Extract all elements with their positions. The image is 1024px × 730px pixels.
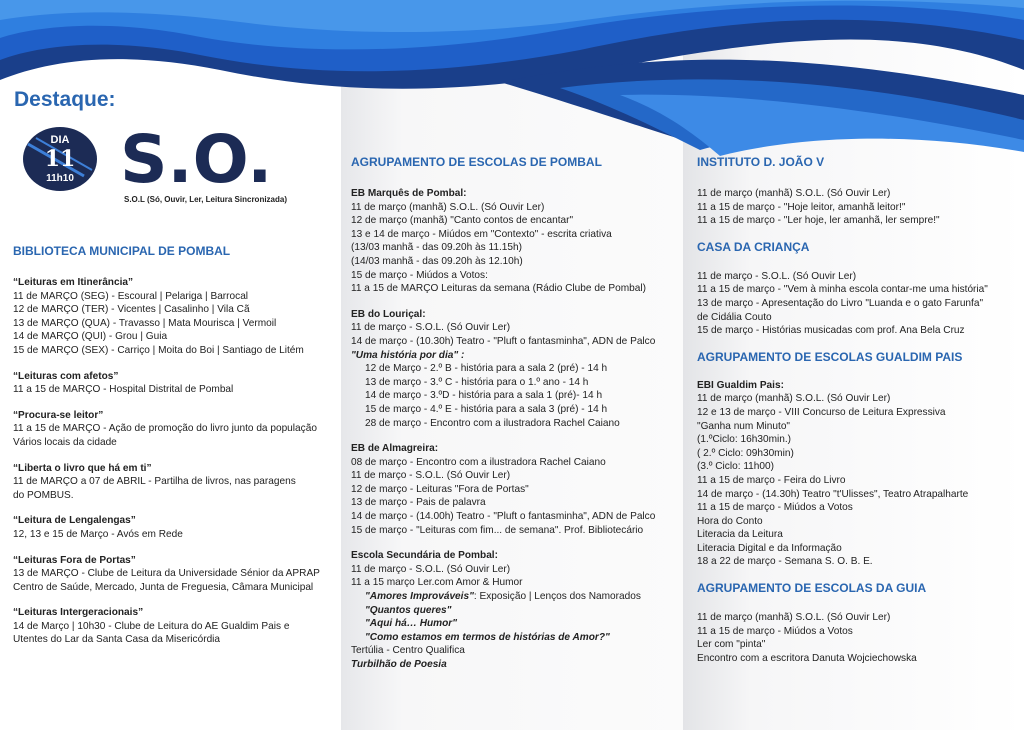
list-item: (1.ºCiclo: 16h30min.) <box>697 434 792 446</box>
list-item: Hora do Conto <box>697 515 763 527</box>
list-item: 11 a 15 de março - Feira do Livro <box>697 474 846 486</box>
list-item: Tertúlia - Centro Qualifica <box>351 645 465 657</box>
list-item: (13/03 manhã - das 09.20h às 11.15h) <box>351 242 522 254</box>
list-item <box>351 590 679 604</box>
section-fora-portas <box>13 554 338 595</box>
pombal-title: AGRUPAMENTO DE ESCOLAS DE POMBAL <box>351 155 602 169</box>
list-item: "Quantos queres" <box>365 604 452 616</box>
list-item: 14 de março - (14.30h) Teatro "t'Ulisses", Teatro Atrapalharte <box>697 488 969 500</box>
section-itinerancia <box>13 276 338 358</box>
section-heading: “Procura-se leitor” <box>13 409 104 421</box>
list-item: 13 e 14 de março - Miúdos em "Contexto" - escrita criativa <box>351 228 612 240</box>
list-item: 11 de março - S.O.L. (Só Ouvir Ler) <box>697 270 857 282</box>
list-item: "Ganha num Minuto" <box>697 420 791 432</box>
list-item: 12 de março - Leituras "Fora de Portas" <box>351 483 529 495</box>
list-item: Turbilhão de Poesia <box>351 659 447 670</box>
list-item: 11 de março (manhã) S.O.L. (Só Ouvir Ler) <box>697 188 891 199</box>
list-item: 14 de março - (14.00h) Teatro - "Pluft o fantasminha", ADN de Palco <box>351 511 656 523</box>
sol-logo <box>120 120 270 190</box>
badge-dia-label: DIA <box>50 134 70 146</box>
list-item: 12, 13 e 15 de Março - Avós em Rede <box>13 528 183 540</box>
list-item: 13 de março - Apresentação do Livro "Luanda e o gato Farunfa" <box>697 297 984 309</box>
section-secundaria <box>351 549 679 671</box>
list-item: 14 de março - (10.30h) Teatro - "Pluft o fantasminha", ADN de Palco <box>351 335 656 347</box>
badge-day-number: 11 <box>44 146 76 172</box>
list-item: 18 a 22 de março - Semana S. O. B. E. <box>697 556 873 568</box>
list-item: 13 de março - Pais de palavra <box>351 497 486 509</box>
section-heading: “Leituras em Itinerância” <box>13 277 134 288</box>
list-item: Literacia Digital e da Informação <box>697 542 842 554</box>
list-item: Utentes do Lar da Santa Casa da Misericórdia <box>13 634 221 646</box>
crianca-title: CASA DA CRIANÇA <box>697 239 810 254</box>
section-afetos <box>13 370 338 397</box>
section-marques <box>351 187 679 296</box>
section-lengalengas <box>13 514 338 541</box>
list-item: 15 de março - Miúdos a Votos: <box>351 269 488 281</box>
guia-title: AGRUPAMENTO DE ESCOLAS DA GUIA <box>697 581 927 596</box>
list-item: 11 de março (manhã) S.O.L. (Só Ouvir Ler) <box>697 612 891 624</box>
date-badge <box>22 126 98 192</box>
list-item: 11 a 15 de março - "Hoje leitor, amanhã leitor!" <box>697 201 906 213</box>
list-item: 15 de MARÇO (SEX) - Carriço | Moita do Boi | Santiago de Litém <box>13 344 304 356</box>
list-item: Encontro com a escritora Danuta Wojciechowska <box>697 652 917 664</box>
list-item: (14/03 manhã - das 09.20h às 12.10h) <box>351 255 523 267</box>
column-pombal <box>351 155 679 672</box>
section-heading: EBI Gualdim Pais: <box>697 379 784 391</box>
list-item: 11 a 15 março Ler.com Amor & Humor <box>351 577 523 589</box>
section-heading: “Leituras Fora de Portas” <box>13 554 136 566</box>
sol-logo-text: S.O. <box>120 121 270 190</box>
gualdim-title: AGRUPAMENTO DE ESCOLAS GUALDIM PAIS <box>697 349 963 364</box>
list-item: (3.º Ciclo: 11h00) <box>697 461 774 473</box>
section-heading: “Leituras com afetos” <box>13 370 119 382</box>
list-item: Vários locais da cidade <box>13 436 117 448</box>
biblioteca-title: BIBLIOTECA MUNICIPAL DE POMBAL <box>13 244 231 258</box>
list-item: de Cidália Couto <box>697 311 772 323</box>
sol-caption: S.O.L (Só, Ouvir, Ler, Leitura Sincronizada) <box>124 195 287 204</box>
list-item: 11 de março (manhã) S.O.L. (Só Ouvir Ler) <box>697 393 891 405</box>
section-heading: EB de Almagreira: <box>351 443 439 455</box>
list-item: 11 a 15 de março - Miúdos a Votos <box>697 502 853 514</box>
list-item: 11 a 15 de MARÇO - Ação de promoção do livro junto da população <box>13 423 317 435</box>
list-item: 11 de MARÇO a 07 de ABRIL - Partilha de livros, nas paragens <box>13 476 296 488</box>
list-item: 11 a 15 de março - "Ler hoje, ler amanhã, ler sempre!" <box>697 215 940 227</box>
list-item: 14 de Março | 10h30 - Clube de Leitura do AE Gualdim Pais e <box>13 620 290 632</box>
section-heading: “Liberta o livro que há em ti” <box>13 462 152 474</box>
list-item: 14 de março - 3.ºD - história para a sala 1 (pré)- 14 h <box>365 390 603 402</box>
list-item: 11 de MARÇO (SEG) - Escoural | Pelariga | Barrocal <box>13 290 249 302</box>
joao-title: INSTITUTO D. JOÃO V <box>697 155 825 169</box>
list-item: 13 de MARÇO (QUA) - Travasso | Mata Mourisca | Vermoil <box>13 317 277 329</box>
list-item: Literacia da Leitura <box>697 529 783 541</box>
list-item: "Aqui há… Humor" <box>365 618 458 630</box>
section-intergeracionais <box>13 606 338 647</box>
list-item: 13 de março - 3.º C - história para o 1.º ano - 14 h <box>365 376 589 388</box>
section-procura-leitor <box>13 409 338 450</box>
section-liberta-livro <box>13 462 338 503</box>
list-item: 12 de MARÇO (TER) - Vicentes | Casalinho | Vila Cã <box>13 304 250 316</box>
list-item: ( 2.º Ciclo: 09h30min) <box>697 447 794 459</box>
list-item: 11 a 15 de março - Miúdos a Votos <box>697 625 853 637</box>
list-item: 14 de MARÇO (QUI) - Grou | Guia <box>13 331 168 343</box>
list-item: 12 de Março - 2.º B - história para a sala 2 (pré) - 14 h <box>365 363 608 375</box>
column-right <box>697 155 1019 665</box>
list-item: 11 de março - S.O.L. (Só Ouvir Ler) <box>351 470 511 482</box>
subsection-heading: "Uma história por dia" : <box>351 349 465 361</box>
list-item: 12 e 13 de março - VIII Concurso de Leitura Expressiva <box>697 406 946 418</box>
column-biblioteca <box>13 244 338 647</box>
list-item: 11 a 15 de MARÇO - Hospital Distrital de Pombal <box>13 384 234 396</box>
list-item: 11 de março (manhã) S.O.L. (Só Ouvir Ler) <box>351 201 545 213</box>
section-heading: Escola Secundária de Pombal: <box>351 550 498 562</box>
list-item: 11 de março - S.O.L. (Só Ouvir Ler) <box>351 322 511 334</box>
badge-time: 11h10 <box>46 173 74 184</box>
section-heading: “Leitura de Lengalengas” <box>13 515 136 527</box>
list-item: 15 de março - 4.º E - história para a sala 3 (pré) - 14 h <box>365 403 608 415</box>
list-item: 12 de março (manhã) "Canto contos de encantar" <box>351 215 574 227</box>
list-item: 15 de março - Histórias musicadas com prof. Ana Bela Cruz <box>697 325 965 337</box>
section-heading: EB Marquês de Pombal: <box>351 188 467 199</box>
list-item: 08 de março - Encontro com a ilustradora Rachel Caiano <box>351 456 606 468</box>
list-item: 28 de março - Encontro com a ilustradora Rachel Caiano <box>365 417 620 429</box>
list-item: do POMBUS. <box>13 489 74 501</box>
list-item: Ler com "pinta" <box>697 639 766 651</box>
list-item: 11 a 15 de MARÇO Leituras da semana (Rádio Clube de Pombal) <box>351 283 646 295</box>
section-heading: EB do Louriçal: <box>351 308 426 320</box>
list-item: 13 de MARÇO - Clube de Leitura da Universidade Sénior da APRAP <box>13 568 320 580</box>
list-item: "Como estamos em termos de histórias de Amor?" <box>365 631 610 643</box>
list-item: 11 a 15 de março - "Vem à minha escola contar-me uma história" <box>697 284 988 296</box>
section-almagreira <box>351 442 679 537</box>
section-heading: “Leituras Intergeracionais” <box>13 607 144 619</box>
list-item: Centro de Saúde, Mercado, Junta de Freguesia, Câmara Municipal <box>13 581 314 593</box>
section-lourical <box>351 308 679 430</box>
amores-label: "Amores Improváveis" <box>365 591 474 603</box>
destaque-heading: Destaque: <box>14 88 116 111</box>
amores-rest: : Exposição | Lenços dos Namorados <box>473 591 641 603</box>
list-item: 15 de março - "Leituras com fim... de semana". Prof. Bibliotecário <box>351 524 644 536</box>
list-item: 11 de março - S.O.L. (Só Ouvir Ler) <box>351 563 511 575</box>
